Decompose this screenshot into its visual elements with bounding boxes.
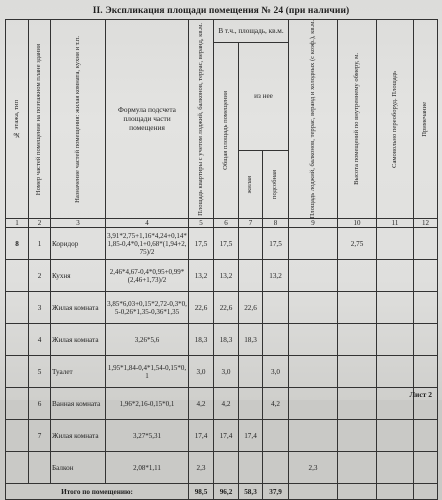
row-unauthorized xyxy=(377,388,414,420)
row-formula: 2,46*4,67-0,4*0,95+0,99*(2,46+1,73)/2 xyxy=(106,260,189,292)
header-floor: № этажа, тип xyxy=(6,20,29,219)
row-balcony-area xyxy=(289,388,338,420)
col-number: 11 xyxy=(377,219,414,228)
row-height xyxy=(338,324,377,356)
totals-empty xyxy=(414,484,438,500)
row-total-area: 13,2 xyxy=(214,260,239,292)
header-row-1 xyxy=(6,20,438,43)
row-unauthorized xyxy=(377,324,414,356)
row-balcony-area xyxy=(289,324,338,356)
row-number: 6 xyxy=(29,388,51,420)
totals-empty xyxy=(289,484,338,500)
row-apartment-area: 17,5 xyxy=(189,228,214,260)
header-height: Высота помещений по внутреннему обмеру, м. xyxy=(338,20,377,219)
header-formula: Формула подсчета площади части помещения xyxy=(106,20,189,219)
row-purpose: Жилая комната xyxy=(51,324,106,356)
row-floor: 8 xyxy=(6,228,29,260)
row-floor xyxy=(6,324,29,356)
totals-area: 98,5 xyxy=(189,484,214,500)
header-purpose: Назначение частей помещения: жилая комната, кухня и т.п. xyxy=(51,20,106,219)
row-total-area: 18,3 xyxy=(214,324,239,356)
header-apartment-area: Площадь квартиры с учетом лоджий, балконов, террас, веранд, кв.м. xyxy=(189,20,214,219)
header-group-area: В т.ч., площадь, кв.м. xyxy=(214,20,289,43)
col-number: 2 xyxy=(29,219,51,228)
table-row xyxy=(6,260,438,292)
row-living-area: 18,3 xyxy=(239,324,263,356)
col-number: 1 xyxy=(6,219,29,228)
row-floor xyxy=(6,420,29,452)
row-total-area: 17,4 xyxy=(214,420,239,452)
col-number: 4 xyxy=(106,219,189,228)
row-aux-area: 4,2 xyxy=(263,388,289,420)
row-purpose: Туалет xyxy=(51,356,106,388)
row-floor xyxy=(6,292,29,324)
row-note xyxy=(414,260,438,292)
row-unauthorized xyxy=(377,228,414,260)
row-living-area xyxy=(239,260,263,292)
table-body xyxy=(6,228,438,484)
totals-empty xyxy=(338,484,377,500)
row-total-area xyxy=(214,452,239,484)
row-floor xyxy=(6,260,29,292)
row-unauthorized xyxy=(377,452,414,484)
row-apartment-area: 3,0 xyxy=(189,356,214,388)
table-row xyxy=(6,452,438,484)
row-aux-area xyxy=(263,292,289,324)
row-total-area: 17,5 xyxy=(214,228,239,260)
row-living-area xyxy=(239,452,263,484)
row-formula: 3,27*5,31 xyxy=(106,420,189,452)
header-unauthorized: Самовольно переоборуд. Площадь xyxy=(377,20,414,219)
row-height xyxy=(338,420,377,452)
totals-row xyxy=(6,484,438,500)
row-apartment-area: 2,3 xyxy=(189,452,214,484)
row-living-area xyxy=(239,356,263,388)
header-auxiliary: подсобная xyxy=(263,150,289,219)
row-balcony-area xyxy=(289,260,338,292)
row-unauthorized xyxy=(377,260,414,292)
col-number: 10 xyxy=(338,219,377,228)
table-row xyxy=(6,356,438,388)
col-number: 8 xyxy=(263,219,289,228)
row-height xyxy=(338,260,377,292)
row-floor xyxy=(6,388,29,420)
table-row xyxy=(6,228,438,260)
col-number: 7 xyxy=(239,219,263,228)
row-apartment-area: 4,2 xyxy=(189,388,214,420)
col-number: 3 xyxy=(51,219,106,228)
column-numbers-row xyxy=(6,219,438,228)
header-total-area: Общая площадь помещения xyxy=(214,43,239,219)
table-row xyxy=(6,292,438,324)
col-number: 9 xyxy=(289,219,338,228)
row-unauthorized xyxy=(377,292,414,324)
row-balcony-area: 2,3 xyxy=(289,452,338,484)
row-purpose: Кухня xyxy=(51,260,106,292)
row-balcony-area xyxy=(289,420,338,452)
col-number: 12 xyxy=(414,219,438,228)
row-purpose: Ванная комната xyxy=(51,388,106,420)
row-aux-area: 13,2 xyxy=(263,260,289,292)
row-note xyxy=(414,420,438,452)
col-number: 6 xyxy=(214,219,239,228)
row-balcony-area xyxy=(289,356,338,388)
row-total-area: 3,0 xyxy=(214,356,239,388)
row-purpose: Балкон xyxy=(51,452,106,484)
row-note xyxy=(414,356,438,388)
totals-total: 96,2 xyxy=(214,484,239,500)
row-formula: 2,08*1,11 xyxy=(106,452,189,484)
row-purpose: Коридор xyxy=(51,228,106,260)
row-number: 4 xyxy=(29,324,51,356)
row-total-area: 4,2 xyxy=(214,388,239,420)
row-aux-area xyxy=(263,452,289,484)
sheet-number: Лист 2 xyxy=(409,390,432,399)
row-formula: 3,91*2,75+1,16*4,24+0,14*1,85-0,4*0,1+0,68*(1,94+2,75)/2 xyxy=(106,228,189,260)
header-living: жилая xyxy=(239,150,263,219)
row-aux-area xyxy=(263,324,289,356)
row-height xyxy=(338,388,377,420)
row-living-area xyxy=(239,388,263,420)
row-note xyxy=(414,452,438,484)
col-number: 5 xyxy=(189,219,214,228)
table-row xyxy=(6,388,438,420)
row-note xyxy=(414,228,438,260)
totals-label: Итого по помещению: xyxy=(6,484,189,500)
row-note xyxy=(414,324,438,356)
row-aux-area: 17,5 xyxy=(263,228,289,260)
explication-table xyxy=(5,19,438,500)
row-purpose: Жилая комната xyxy=(51,292,106,324)
totals-empty xyxy=(377,484,414,500)
row-floor xyxy=(6,356,29,388)
row-height xyxy=(338,356,377,388)
row-balcony-area xyxy=(289,228,338,260)
row-apartment-area: 18,3 xyxy=(189,324,214,356)
row-number: 7 xyxy=(29,420,51,452)
row-total-area: 22,6 xyxy=(214,292,239,324)
row-number: 1 xyxy=(29,228,51,260)
row-formula: 1,96*2,16-0,15*0,1 xyxy=(106,388,189,420)
header-of-total: из нее xyxy=(239,43,289,151)
row-apartment-area: 13,2 xyxy=(189,260,214,292)
row-apartment-area: 17,4 xyxy=(189,420,214,452)
row-number: 3 xyxy=(29,292,51,324)
header-part-number: Номер частей помещения на поэтажном плане здания xyxy=(29,20,51,219)
row-number: 2 xyxy=(29,260,51,292)
table-row xyxy=(6,324,438,356)
row-number: 5 xyxy=(29,356,51,388)
row-height xyxy=(338,452,377,484)
row-formula: 3,26*5,6 xyxy=(106,324,189,356)
row-apartment-area: 22,6 xyxy=(189,292,214,324)
row-formula: 1,95*1,84-0,4*1,54-0,15*0,1 xyxy=(106,356,189,388)
row-aux-area xyxy=(263,420,289,452)
document-title: II. Экспликация площади помещения № 24 (при наличии) xyxy=(92,6,350,16)
row-living-area: 17,4 xyxy=(239,420,263,452)
row-height: 2,75 xyxy=(338,228,377,260)
header-balcony-area: Площадь лоджий, балконов, террас, веранд и холодных (с коэф.), кв.м. xyxy=(289,20,338,219)
totals-aux: 37,9 xyxy=(263,484,289,500)
row-aux-area: 3,0 xyxy=(263,356,289,388)
row-living-area: 22,6 xyxy=(239,292,263,324)
row-formula: 3,85*6,03+0,15*2,72-0,3*0,5-0,26*1,35-0,36*1,35 xyxy=(106,292,189,324)
row-balcony-area xyxy=(289,292,338,324)
row-note xyxy=(414,292,438,324)
row-purpose: Жилая комната xyxy=(51,420,106,452)
table-row xyxy=(6,420,438,452)
row-unauthorized xyxy=(377,356,414,388)
header-note: Примечание xyxy=(414,20,438,219)
row-floor xyxy=(6,452,29,484)
row-unauthorized xyxy=(377,420,414,452)
row-number xyxy=(29,452,51,484)
row-height xyxy=(338,292,377,324)
totals-living: 58,3 xyxy=(239,484,263,500)
row-living-area xyxy=(239,228,263,260)
